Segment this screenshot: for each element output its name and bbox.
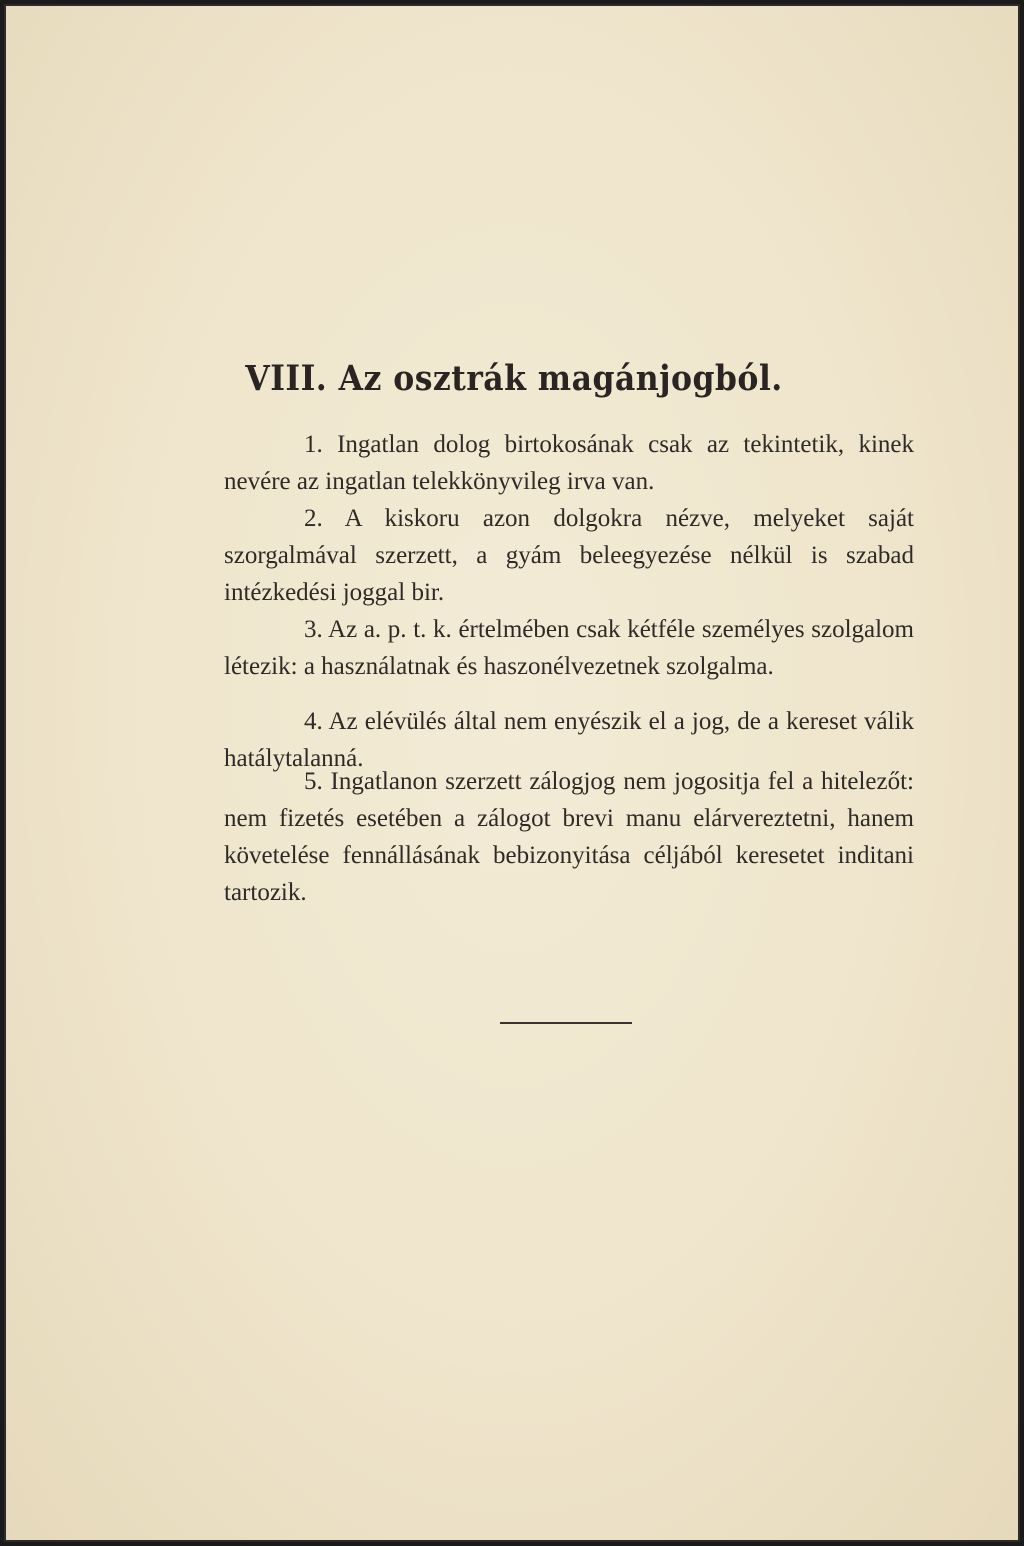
paragraph-1-text: 1. Ingatlan dolog birtokosának csak az tekintetik, kinek nevére az ingatlan telekkönyvileg irva van.	[224, 431, 914, 495]
paragraph-2-text: 2. A kiskoru azon dolgokra nézve, melyeket saját szorgalmával szerzett, a gyám beleegyezése nélkül is szabad intézkedési joggal bir.	[224, 505, 914, 606]
closing-rule	[500, 1022, 632, 1024]
paragraph-5-text: 5. Ingatlanon szerzett zálogjog nem jogositja fel a hitelezőt: nem fizetés esetében a zálogot brevi manu elárvereztetni, hanem követelése fennállásának bebizonyitása céljából keresetet inditani tartozik.	[224, 768, 914, 906]
paragraph-1	[224, 426, 914, 500]
paragraph-3	[224, 611, 914, 685]
paragraph-3-text: 3. Az a. p. t. k. értelmében csak kétféle személyes szolgalom létezik: a használatnak és haszonélvezetnek szolgalma.	[224, 616, 914, 680]
section-heading: VIII. Az osztrák magánjogból.	[245, 358, 783, 399]
paragraph-2	[224, 500, 914, 611]
paragraph-4-text: 4. Az elévülés által nem enyészik el a jog, de a kereset válik hatálytalanná.	[224, 708, 914, 772]
document-page	[4, 4, 1020, 1542]
paragraph-5	[224, 763, 914, 911]
